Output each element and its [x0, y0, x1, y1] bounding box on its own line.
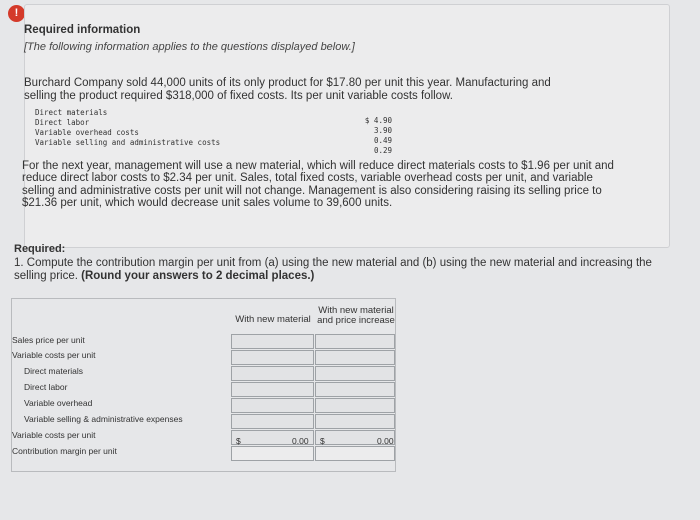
input-field[interactable]	[316, 416, 398, 431]
row-label-direct-materials: Direct materials	[24, 366, 84, 376]
next-year-text: For the next year, management will use a new material, which will reduce direct materials costs to $1.96 per unit and reduce direct labor costs to $2.34 per unit. Sales, total fixed costs, variable overhead costs per unit, and variable selling and administrative costs per unit will not change. Management is also considering raising its selling price to $21.36 per unit, which would decrease unit sales volume to 39,600 units.	[22, 160, 614, 209]
question-main: 1. Compute the contribution margin per unit from (a) using the new material and (b) using the new material and increasing the selling price.	[14, 257, 652, 282]
row-label-variable-costs-total: Variable costs per unit	[12, 430, 96, 440]
contribution-margin-price-increase	[315, 446, 395, 461]
input-field[interactable]	[232, 416, 317, 431]
info-title: Required information	[24, 24, 141, 36]
input-direct-materials-price-increase[interactable]	[315, 366, 395, 381]
contribution-margin-value-new-material: 0.00	[292, 436, 309, 446]
input-field[interactable]	[316, 336, 398, 351]
input-variable-selling-admin-new-material[interactable]	[231, 414, 314, 429]
cost-label: Variable selling and administrative costs	[35, 138, 221, 147]
row-label-contribution-margin: Contribution margin per unit	[12, 446, 117, 456]
alert-icon: !	[8, 5, 25, 22]
required-label: Required:	[14, 243, 66, 255]
currency-symbol: $	[236, 436, 241, 446]
cost-label: Variable overhead costs	[35, 128, 139, 137]
cost-value: 3.90	[373, 126, 392, 135]
input-direct-labor-price-increase[interactable]	[315, 382, 395, 397]
input-field[interactable]	[232, 400, 317, 415]
cost-label: Direct materials	[35, 108, 108, 117]
contribution-margin-value-price-increase: 0.00	[377, 436, 394, 446]
input-sales-price-new-material[interactable]	[231, 334, 314, 349]
question-text	[14, 257, 674, 282]
cost-value: 0.29	[373, 146, 392, 155]
variable-cost-labels	[35, 108, 335, 148]
input-variable-costs-price-increase[interactable]	[315, 350, 395, 365]
row-label-variable-overhead: Variable overhead	[24, 398, 93, 408]
currency-symbol: $	[320, 436, 325, 446]
cost-value: 0.49	[373, 136, 392, 145]
input-sales-price-price-increase[interactable]	[315, 334, 395, 349]
info-note: [The following information applies to the questions displayed below.]	[24, 41, 355, 53]
question-rounding-note: (Round your answers to 2 decimal places.)	[81, 269, 315, 282]
row-label-variable-selling-admin: Variable selling & administrative expenses	[24, 414, 183, 424]
cost-value: $ 4.90	[364, 116, 392, 125]
column-header-new-material-price-increase: With new material and price increase	[317, 305, 395, 326]
input-direct-labor-new-material[interactable]	[231, 382, 314, 397]
contribution-margin-new-material	[231, 446, 314, 461]
input-field[interactable]	[232, 384, 317, 399]
cost-label: Direct labor	[35, 118, 90, 127]
input-field[interactable]	[316, 400, 398, 415]
column-header-new-material: With new material	[235, 314, 311, 325]
input-field[interactable]	[232, 336, 317, 351]
row-label-variable-costs-heading: Variable costs per unit	[12, 350, 96, 360]
row-label-direct-labor: Direct labor	[24, 382, 68, 392]
input-field[interactable]	[316, 368, 398, 383]
input-direct-materials-new-material[interactable]	[231, 366, 314, 381]
input-variable-overhead-new-material[interactable]	[231, 398, 314, 413]
input-field[interactable]	[232, 352, 317, 367]
input-field[interactable]	[316, 352, 398, 367]
input-field[interactable]	[316, 384, 398, 399]
input-variable-overhead-price-increase[interactable]	[315, 398, 395, 413]
variable-cost-values	[350, 116, 392, 156]
intro-text: Burchard Company sold 44,000 units of its only product for $17.80 per unit this year. Manufacturing and selling the product required $318,000 of fixed costs. Its per unit variable costs follow.	[24, 77, 551, 102]
input-field[interactable]	[232, 368, 317, 383]
row-label-sales-price: Sales price per unit	[12, 335, 85, 345]
input-variable-selling-admin-price-increase[interactable]	[315, 414, 395, 429]
input-variable-costs-new-material[interactable]	[231, 350, 314, 365]
